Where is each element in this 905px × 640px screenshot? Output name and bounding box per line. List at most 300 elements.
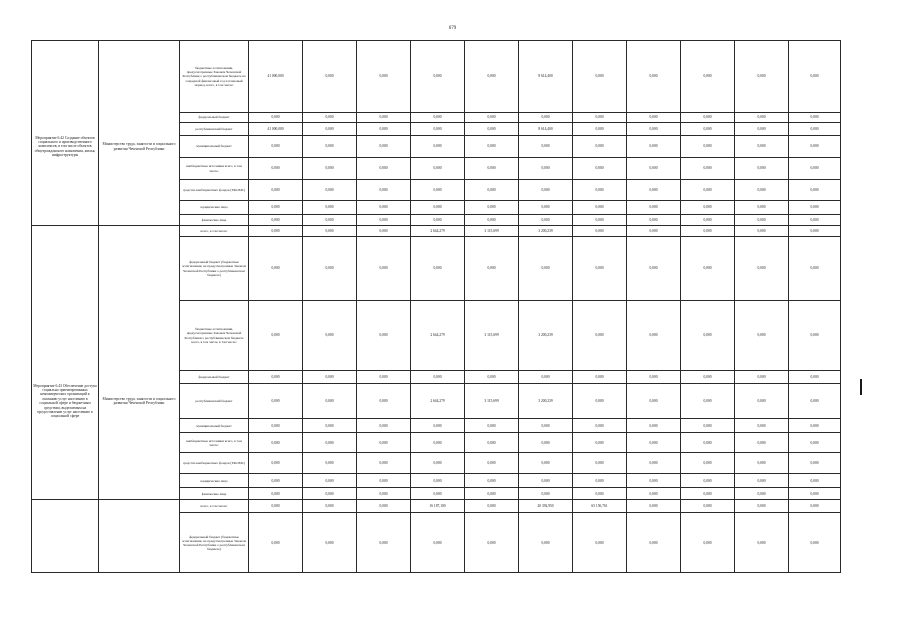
value-cell: 0,000 bbox=[357, 41, 411, 113]
value-cell: 0,000 bbox=[249, 301, 303, 371]
event-cell bbox=[32, 453, 99, 474]
value-cell: 3 115,699 bbox=[465, 301, 519, 371]
value-cell: 0,000 bbox=[681, 201, 735, 215]
event-cell bbox=[32, 513, 99, 573]
value-cell: 0,000 bbox=[627, 474, 681, 488]
value-cell: 0,000 bbox=[411, 433, 465, 453]
value-cell: 0,000 bbox=[789, 513, 841, 573]
value-cell: 0,000 bbox=[465, 113, 519, 123]
value-cell: 2 644,279 bbox=[411, 301, 465, 371]
value-cell: 0,000 bbox=[627, 419, 681, 433]
value-cell: 0,000 bbox=[357, 433, 411, 453]
value-cell: 0,000 bbox=[519, 488, 573, 500]
value-cell: 0,000 bbox=[735, 500, 789, 513]
value-cell: 0,000 bbox=[627, 488, 681, 500]
value-cell: 0,000 bbox=[519, 453, 573, 474]
value-cell: 0,000 bbox=[411, 41, 465, 113]
value-cell: 0,000 bbox=[573, 474, 627, 488]
value-cell: 0,000 bbox=[249, 500, 303, 513]
value-cell: 0,000 bbox=[789, 123, 841, 136]
table-row bbox=[32, 158, 841, 180]
table-row bbox=[32, 215, 841, 226]
value-cell: 0,000 bbox=[357, 226, 411, 237]
value-cell: 0,000 bbox=[681, 136, 735, 158]
value-cell: 0,000 bbox=[519, 237, 573, 301]
event-cell bbox=[32, 237, 99, 301]
value-cell: 8 614,400 bbox=[519, 123, 573, 136]
event-cell bbox=[32, 500, 99, 513]
value-cell: 0,000 bbox=[303, 500, 357, 513]
value-cell: 0,000 bbox=[249, 371, 303, 384]
executor-cell bbox=[99, 513, 180, 573]
value-cell: 0,000 bbox=[789, 384, 841, 419]
value-cell: 0,000 bbox=[303, 113, 357, 123]
value-cell: 0,000 bbox=[303, 301, 357, 371]
value-cell: 0,000 bbox=[357, 419, 411, 433]
value-cell: 0,000 bbox=[357, 301, 411, 371]
value-cell: 0,000 bbox=[573, 513, 627, 573]
value-cell: 0,000 bbox=[249, 201, 303, 215]
table-row bbox=[32, 180, 841, 201]
funding-source-cell: внебюджетные источники всего, в том числе: bbox=[180, 433, 249, 453]
value-cell: 0,000 bbox=[573, 433, 627, 453]
value-cell: 16 187,100 bbox=[411, 500, 465, 513]
value-cell: 0,000 bbox=[411, 488, 465, 500]
funding-source-cell: всего, в том числе: bbox=[180, 500, 249, 513]
value-cell: 0,000 bbox=[627, 433, 681, 453]
value-cell: 0,000 bbox=[465, 513, 519, 573]
value-cell: 3 115,699 bbox=[465, 384, 519, 419]
value-cell: 0,000 bbox=[303, 201, 357, 215]
value-cell: 0,000 bbox=[411, 113, 465, 123]
funding-source-cell: физические лица bbox=[180, 215, 249, 226]
value-cell: 2 644,279 bbox=[411, 226, 465, 237]
value-cell: 65 156,761 bbox=[573, 500, 627, 513]
value-cell: 0,000 bbox=[681, 123, 735, 136]
value-cell: 0,000 bbox=[681, 371, 735, 384]
executor-cell bbox=[99, 215, 180, 226]
funding-source-cell: федеральный бюджет (бюджетные ассигнования, не предусмотренные Законом Чеченской Республики о республиканском бюджете) bbox=[180, 237, 249, 301]
executor-cell: Министерство труда, занятости и социального развития Чеченской Республики bbox=[99, 136, 180, 158]
value-cell: 0,000 bbox=[411, 123, 465, 136]
value-cell: 0,000 bbox=[519, 201, 573, 215]
value-cell: 0,000 bbox=[465, 488, 519, 500]
table-row bbox=[32, 113, 841, 123]
value-cell: 0,000 bbox=[249, 474, 303, 488]
value-cell: 0,000 bbox=[573, 237, 627, 301]
value-cell: 0,000 bbox=[627, 237, 681, 301]
value-cell: 0,000 bbox=[303, 123, 357, 136]
value-cell: 0,000 bbox=[249, 158, 303, 180]
value-cell: 0,000 bbox=[681, 513, 735, 573]
value-cell: 0,000 bbox=[519, 113, 573, 123]
value-cell: 0,000 bbox=[465, 371, 519, 384]
value-cell: 0,000 bbox=[357, 180, 411, 201]
value-cell: 0,000 bbox=[627, 113, 681, 123]
value-cell: 3 115,699 bbox=[465, 226, 519, 237]
event-cell bbox=[32, 180, 99, 201]
value-cell: 8 614,400 bbox=[519, 41, 573, 113]
value-cell: 0,000 bbox=[303, 180, 357, 201]
value-cell: 0,000 bbox=[357, 488, 411, 500]
event-cell bbox=[32, 123, 99, 136]
value-cell: 0,000 bbox=[303, 513, 357, 573]
value-cell: 0,000 bbox=[627, 136, 681, 158]
value-cell: 0,000 bbox=[357, 158, 411, 180]
value-cell: 0,000 bbox=[681, 419, 735, 433]
value-cell: 0,000 bbox=[789, 158, 841, 180]
value-cell: 0,000 bbox=[411, 215, 465, 226]
value-cell: 41 000,000 bbox=[249, 123, 303, 136]
value-cell: 0,000 bbox=[411, 180, 465, 201]
value-cell: 0,000 bbox=[627, 158, 681, 180]
event-cell: Мероприятие 6.42 Создание объектов социального и производственного комплексов, в том числе объектов общегражданского назначения, жилья, инфраструктуры bbox=[32, 136, 99, 158]
event-cell bbox=[32, 301, 99, 371]
value-cell: 0,000 bbox=[681, 158, 735, 180]
value-cell: 0,000 bbox=[465, 500, 519, 513]
value-cell: 0,000 bbox=[627, 371, 681, 384]
value-cell: 0,000 bbox=[465, 419, 519, 433]
value-cell: 0,000 bbox=[681, 453, 735, 474]
value-cell: 0,000 bbox=[465, 453, 519, 474]
event-cell bbox=[32, 474, 99, 488]
value-cell: 0,000 bbox=[627, 500, 681, 513]
executor-cell bbox=[99, 453, 180, 474]
value-cell: 0,000 bbox=[789, 215, 841, 226]
executor-cell bbox=[99, 474, 180, 488]
value-cell: 0,000 bbox=[519, 136, 573, 158]
value-cell: 0,000 bbox=[789, 237, 841, 301]
table-row bbox=[32, 474, 841, 488]
value-cell: 0,000 bbox=[411, 513, 465, 573]
funding-source-cell: бюджетные ассигнования, предусмотренные Законом Чеченской Республики о республиканском бюджете всего, в том числе, в том числе: bbox=[180, 301, 249, 371]
value-cell: 0,000 bbox=[519, 215, 573, 226]
executor-cell bbox=[99, 419, 180, 433]
table-row bbox=[32, 123, 841, 136]
value-cell: 0,000 bbox=[681, 180, 735, 201]
executor-cell: Министерство труда, занятости и социального развития Чеченской Республики bbox=[99, 384, 180, 419]
value-cell: 0,000 bbox=[303, 237, 357, 301]
value-cell: 0,000 bbox=[735, 113, 789, 123]
value-cell: 0,000 bbox=[681, 41, 735, 113]
value-cell: 0,000 bbox=[735, 237, 789, 301]
value-cell: 0,000 bbox=[519, 433, 573, 453]
value-cell: 0,000 bbox=[735, 384, 789, 419]
value-cell: 0,000 bbox=[303, 215, 357, 226]
executor-cell bbox=[99, 113, 180, 123]
executor-cell bbox=[99, 371, 180, 384]
value-cell: 0,000 bbox=[735, 158, 789, 180]
funding-source-cell: республиканский бюджет bbox=[180, 384, 249, 419]
executor-cell bbox=[99, 237, 180, 301]
value-cell: 0,000 bbox=[573, 488, 627, 500]
value-cell: 0,000 bbox=[411, 453, 465, 474]
value-cell: 0,000 bbox=[249, 215, 303, 226]
value-cell: 0,000 bbox=[789, 500, 841, 513]
funding-source-cell: муниципальный бюджет bbox=[180, 419, 249, 433]
value-cell: 0,000 bbox=[573, 136, 627, 158]
funding-source-cell: республиканский бюджет bbox=[180, 123, 249, 136]
value-cell: 0,000 bbox=[627, 301, 681, 371]
value-cell: 0,000 bbox=[357, 215, 411, 226]
value-cell: 0,000 bbox=[573, 41, 627, 113]
value-cell: 0,000 bbox=[249, 419, 303, 433]
value-cell: 0,000 bbox=[303, 453, 357, 474]
table-row bbox=[32, 488, 841, 500]
value-cell: 0,000 bbox=[681, 500, 735, 513]
value-cell: 0,000 bbox=[573, 113, 627, 123]
event-cell bbox=[32, 433, 99, 453]
funding-source-cell: юридические лица bbox=[180, 474, 249, 488]
executor-cell bbox=[99, 123, 180, 136]
value-cell: 0,000 bbox=[357, 453, 411, 474]
table-row bbox=[32, 41, 841, 113]
value-cell: 0,000 bbox=[573, 419, 627, 433]
value-cell: 0,000 bbox=[735, 513, 789, 573]
value-cell: 0,000 bbox=[627, 123, 681, 136]
value-cell: 0,000 bbox=[627, 226, 681, 237]
value-cell: 0,000 bbox=[411, 474, 465, 488]
margin-bar bbox=[860, 379, 862, 395]
funding-source-cell: муниципальный бюджет bbox=[180, 136, 249, 158]
value-cell: 0,000 bbox=[735, 474, 789, 488]
value-cell: 0,000 bbox=[303, 488, 357, 500]
value-cell: 0,000 bbox=[465, 123, 519, 136]
value-cell: 0,000 bbox=[789, 453, 841, 474]
executor-cell bbox=[99, 433, 180, 453]
value-cell: 0,000 bbox=[303, 371, 357, 384]
value-cell: 0,000 bbox=[249, 180, 303, 201]
value-cell: 0,000 bbox=[465, 158, 519, 180]
value-cell: 0,000 bbox=[627, 180, 681, 201]
value-cell: 0,000 bbox=[519, 158, 573, 180]
table-row bbox=[32, 136, 841, 158]
event-cell: Мероприятие 6.43 Обеспечение доступа социально ориентированных некоммерческих организаций к оказанию услуг населению в социальной сфере и бюджетным средствам, выделяемым на предоставление услуг населению в социальной сфере bbox=[33, 383, 97, 419]
value-cell: 0,000 bbox=[303, 41, 357, 113]
value-cell: 0,000 bbox=[627, 384, 681, 419]
value-cell: 0,000 bbox=[465, 215, 519, 226]
value-cell: 0,000 bbox=[735, 453, 789, 474]
value-cell: 0,000 bbox=[411, 237, 465, 301]
value-cell: 0,000 bbox=[303, 433, 357, 453]
executor-cell bbox=[99, 180, 180, 201]
value-cell: 0,000 bbox=[465, 237, 519, 301]
value-cell: 0,000 bbox=[573, 180, 627, 201]
value-cell: 0,000 bbox=[249, 384, 303, 419]
value-cell: 0,000 bbox=[627, 215, 681, 226]
value-cell: 0,000 bbox=[303, 136, 357, 158]
value-cell: 0,000 bbox=[411, 201, 465, 215]
value-cell: 0,000 bbox=[789, 301, 841, 371]
event-cell bbox=[32, 488, 99, 500]
value-cell: 0,000 bbox=[681, 488, 735, 500]
table-row bbox=[32, 226, 841, 237]
value-cell: 0,000 bbox=[465, 180, 519, 201]
value-cell: 0,000 bbox=[735, 41, 789, 113]
value-cell: 0,000 bbox=[789, 113, 841, 123]
value-cell: 0,000 bbox=[303, 158, 357, 180]
event-cell bbox=[32, 201, 99, 215]
funding-source-cell: всего, в том числе: bbox=[180, 226, 249, 237]
value-cell: 0,000 bbox=[573, 201, 627, 215]
value-cell: 0,000 bbox=[249, 237, 303, 301]
value-cell: 0,000 bbox=[573, 215, 627, 226]
value-cell: 0,000 bbox=[357, 113, 411, 123]
value-cell: 0,000 bbox=[249, 113, 303, 123]
value-cell: 0,000 bbox=[789, 136, 841, 158]
value-cell: 0,000 bbox=[681, 433, 735, 453]
value-cell: 0,000 bbox=[411, 158, 465, 180]
funding-source-cell: федеральный бюджет bbox=[180, 371, 249, 384]
value-cell: 0,000 bbox=[735, 488, 789, 500]
value-cell: 0,000 bbox=[789, 41, 841, 113]
value-cell: 0,000 bbox=[735, 136, 789, 158]
value-cell: 0,000 bbox=[681, 226, 735, 237]
table-row bbox=[32, 371, 841, 384]
value-cell: 0,000 bbox=[573, 158, 627, 180]
table-row bbox=[32, 419, 841, 433]
value-cell: 0,000 bbox=[735, 180, 789, 201]
value-cell: 0,000 bbox=[303, 474, 357, 488]
value-cell: 41 000,000 bbox=[249, 41, 303, 113]
value-cell: 3 200,239 bbox=[519, 226, 573, 237]
value-cell: 0,000 bbox=[681, 301, 735, 371]
value-cell: 20 392,950 bbox=[519, 500, 573, 513]
value-cell: 0,000 bbox=[789, 226, 841, 237]
value-cell: 0,000 bbox=[735, 201, 789, 215]
value-cell: 0,000 bbox=[519, 371, 573, 384]
executor-cell bbox=[99, 226, 180, 237]
executor-cell bbox=[99, 488, 180, 500]
table-body bbox=[32, 41, 841, 573]
value-cell: 0,000 bbox=[249, 226, 303, 237]
table-row bbox=[32, 500, 841, 513]
executor-cell bbox=[99, 500, 180, 513]
event-cell bbox=[32, 226, 99, 237]
event-cell bbox=[32, 113, 99, 123]
value-cell: 0,000 bbox=[627, 513, 681, 573]
value-cell: 0,000 bbox=[573, 226, 627, 237]
event-cell bbox=[32, 419, 99, 433]
value-cell: 0,000 bbox=[519, 180, 573, 201]
table-row bbox=[32, 453, 841, 474]
value-cell: 0,000 bbox=[681, 215, 735, 226]
value-cell: 0,000 bbox=[303, 226, 357, 237]
funding-source-cell: внебюджетные источники всего, в том числе: bbox=[180, 158, 249, 180]
value-cell: 0,000 bbox=[789, 433, 841, 453]
value-cell: 0,000 bbox=[735, 419, 789, 433]
value-cell: 0,000 bbox=[357, 201, 411, 215]
value-cell: 0,000 bbox=[789, 201, 841, 215]
value-cell: 0,000 bbox=[303, 419, 357, 433]
value-cell: 0,000 bbox=[357, 371, 411, 384]
value-cell: 0,000 bbox=[411, 136, 465, 158]
value-cell: 0,000 bbox=[249, 513, 303, 573]
event-cell bbox=[32, 215, 99, 226]
executor-cell bbox=[99, 201, 180, 215]
value-cell: 0,000 bbox=[357, 384, 411, 419]
value-cell: 0,000 bbox=[573, 301, 627, 371]
value-cell: 0,000 bbox=[789, 180, 841, 201]
value-cell: 0,000 bbox=[735, 123, 789, 136]
value-cell: 0,000 bbox=[357, 136, 411, 158]
funding-source-cell: федеральный бюджет (бюджетные ассигнования, не предусмотренные Законом Чеченской Республики о республиканском бюджете) bbox=[180, 513, 249, 573]
value-cell: 0,000 bbox=[465, 474, 519, 488]
event-cell bbox=[32, 41, 99, 113]
funding-source-cell: бюджетные ассигнования, предусмотренные Законом Чеченской Республики о республиканском бюджете на очередной финансовый год и плановый период, всего, в том числе: bbox=[180, 41, 249, 113]
value-cell: 0,000 bbox=[681, 474, 735, 488]
value-cell: 0,000 bbox=[357, 237, 411, 301]
executor-cell bbox=[99, 301, 180, 371]
value-cell: 0,000 bbox=[465, 41, 519, 113]
value-cell: 0,000 bbox=[357, 123, 411, 136]
value-cell: 0,000 bbox=[789, 419, 841, 433]
table-row bbox=[32, 301, 841, 371]
value-cell: 0,000 bbox=[465, 136, 519, 158]
table-row bbox=[32, 201, 841, 215]
value-cell: 0,000 bbox=[519, 513, 573, 573]
value-cell: 0,000 bbox=[519, 419, 573, 433]
executor-cell bbox=[99, 158, 180, 180]
event-cell bbox=[32, 371, 99, 384]
value-cell: 0,000 bbox=[627, 201, 681, 215]
value-cell: 0,000 bbox=[735, 301, 789, 371]
value-cell: 0,000 bbox=[627, 453, 681, 474]
value-cell: 0,000 bbox=[789, 474, 841, 488]
value-cell: 0,000 bbox=[735, 226, 789, 237]
value-cell: 0,000 bbox=[789, 371, 841, 384]
value-cell: 0,000 bbox=[357, 500, 411, 513]
table-row bbox=[32, 237, 841, 301]
value-cell: 0,000 bbox=[735, 433, 789, 453]
value-cell: 0,000 bbox=[573, 371, 627, 384]
value-cell: 0,000 bbox=[303, 384, 357, 419]
value-cell: 0,000 bbox=[627, 41, 681, 113]
value-cell: 0,000 bbox=[735, 215, 789, 226]
funding-source-cell: федеральный бюджет bbox=[180, 113, 249, 123]
value-cell: 0,000 bbox=[249, 488, 303, 500]
value-cell: 0,000 bbox=[573, 384, 627, 419]
value-cell: 3 200,239 bbox=[519, 301, 573, 371]
value-cell: 0,000 bbox=[573, 123, 627, 136]
funding-source-cell: средства внебюджетных фондов (ТФОМС) bbox=[180, 180, 249, 201]
funding-source-cell: юридические лица bbox=[180, 201, 249, 215]
value-cell: 0,000 bbox=[681, 384, 735, 419]
page-number: 679 bbox=[448, 26, 457, 31]
value-cell: 0,000 bbox=[735, 371, 789, 384]
table-row bbox=[32, 513, 841, 573]
funding-source-cell: физические лица bbox=[180, 488, 249, 500]
funding-source-cell: средства внебюджетных фондов (ТФОМС) bbox=[180, 453, 249, 474]
value-cell: 0,000 bbox=[249, 453, 303, 474]
table-row bbox=[32, 433, 841, 453]
funding-table bbox=[31, 40, 841, 573]
value-cell: 0,000 bbox=[411, 371, 465, 384]
value-cell: 0,000 bbox=[465, 433, 519, 453]
value-cell: 0,000 bbox=[249, 136, 303, 158]
value-cell: 2 644,279 bbox=[411, 384, 465, 419]
value-cell: 0,000 bbox=[519, 474, 573, 488]
value-cell: 0,000 bbox=[681, 237, 735, 301]
event-cell bbox=[32, 158, 99, 180]
value-cell: 0,000 bbox=[573, 453, 627, 474]
value-cell: 0,000 bbox=[357, 513, 411, 573]
value-cell: 0,000 bbox=[357, 474, 411, 488]
table-row bbox=[32, 384, 841, 419]
value-cell: 0,000 bbox=[411, 419, 465, 433]
value-cell: 3 200,239 bbox=[519, 384, 573, 419]
value-cell: 0,000 bbox=[249, 433, 303, 453]
